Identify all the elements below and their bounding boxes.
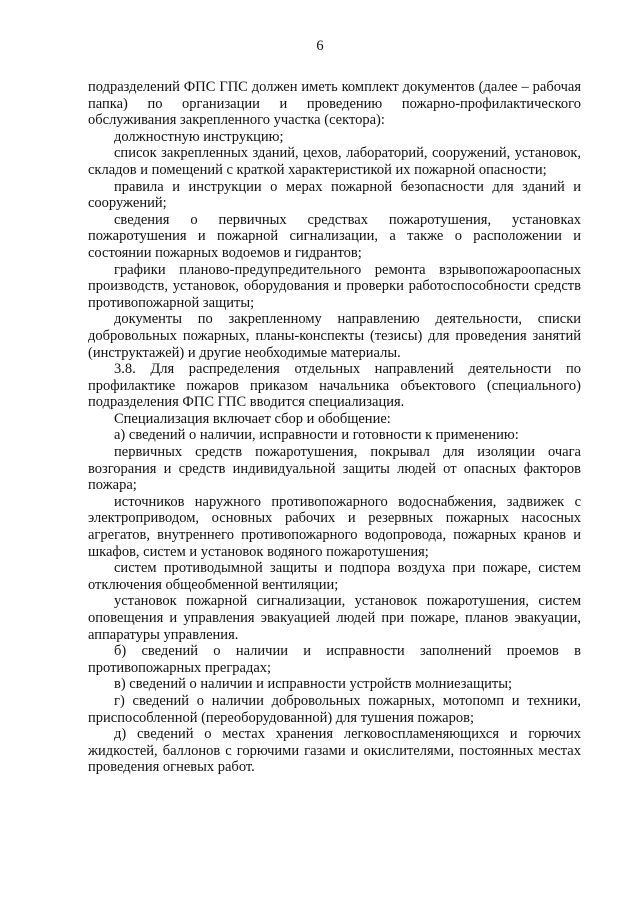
list-item-maintenance-schedules: графики планово-предупредительного ремонта взрывопожароопасных производств, установок, оборудования и проверки работоспособности средств противопожарной защиты; (88, 261, 581, 311)
sub-item-smoke-protection: систем противодымной защиты и подпора воздуха при пожаре, систем отключения общеобменной вентиляции; (88, 560, 581, 593)
list-item-d: д) сведений о местах хранения легковоспламеняющихся и горючих жидкостей, баллонов с горючими газами и окислителями, постоянных местах проведения огневых работ. (88, 726, 581, 776)
list-item-safety-rules: правила и инструкции о мерах пожарной безопасности для зданий и сооружений; (88, 178, 581, 212)
page-number: 6 (316, 38, 324, 54)
list-item-a: а) сведений о наличии, исправности и готовности к применению: (114, 427, 519, 444)
paragraph-section-3-8: 3.8. Для распределения отдельных направлений деятельности по профилактике пожаров приказом начальника объектового (специального) подразделения ФПС ГПС вводится специализация. (88, 361, 581, 411)
list-item-job-description: должностную инструкцию; (114, 128, 284, 145)
sub-item-primary-means: первичных средств пожаротушения, покрывал для изоляции очага возгорания и средств индивидуальной защиты людей от опасных факторов пожара; (88, 444, 581, 494)
list-item-v: в) сведений о наличии и исправности устройств молниезащиты; (114, 676, 512, 693)
document-body (88, 79, 581, 776)
sub-item-water-supply: источников наружного противопожарного водоснабжения, задвижек с электроприводом, основных рабочих и резервных пожарных насосных агрегатов, внутреннего противопожарного водопровода, пожарных кранов и шкафов, систем и установок водяного пожаротушения; (88, 493, 581, 560)
sub-item-alarm-systems: установок пожарной сигнализации, установок пожаротушения, систем оповещения и управления эвакуацией людей при пожаре, планов эвакуации, аппаратуры управления. (88, 593, 581, 643)
list-item-buildings-list: список закрепленных зданий, цехов, лабораторий, сооружений, установок, складов и помещений с краткой характеристикой их пожарной опасности; (88, 145, 581, 178)
list-item-extinguishing-means: сведения о первичных средствах пожаротушения, установках пожаротушения и пожарной сигнализации, а также о расположении и состоянии пожарных водоемов и гидрантов; (88, 211, 581, 261)
list-item-g: г) сведений о наличии добровольных пожарных, мотопомп и техники, приспособленной (переоборудованной) для тушения пожаров; (88, 692, 581, 726)
paragraph-continuation: подразделений ФПС ГПС должен иметь комплект документов (далее – рабочая папка) по организации и проведению пожарно-профилактического обслуживания закрепленного участка (сектора): (88, 79, 581, 129)
paragraph-specialization-intro: Специализация включает сбор и обобщение: (114, 410, 391, 427)
list-item-b: б) сведений о наличии и исправности заполнений проемов в противопожарных преградах; (88, 643, 581, 676)
list-item-documents: документы по закрепленному направлению деятельности, списки добровольных пожарных, планы-конспекты (тезисы) для проведения занятий (инструктажей) и другие необходимые материалы. (88, 311, 581, 361)
